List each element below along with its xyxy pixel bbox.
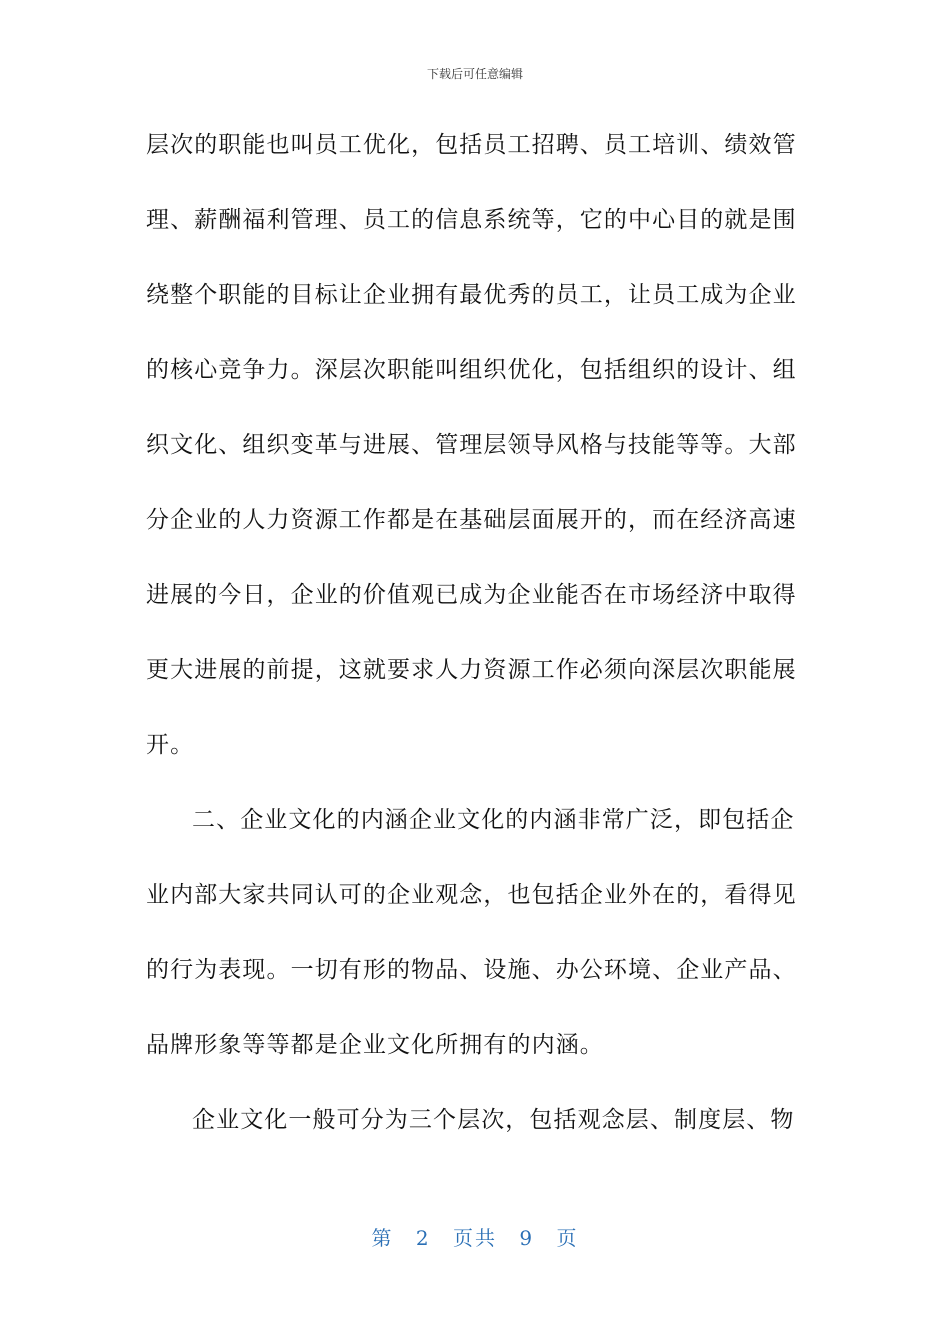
text-line: 更大进展的前提，这就要求人力资源工作必须向深层次职能展 xyxy=(146,657,797,683)
current-page-number: 2 xyxy=(415,1226,431,1250)
page-number-footer xyxy=(0,1224,950,1252)
text-line: 理、薪酬福利管理、员工的信息系统等，它的中心目的就是围 xyxy=(146,207,797,233)
paragraph-3 xyxy=(146,1095,794,1170)
text-line: 开。 xyxy=(146,732,195,758)
text-line: 分企业的人力资源工作都是在基础层面展开的，而在经济高速 xyxy=(146,507,797,533)
text-line: 业内部大家共同认可的企业观念，也包括企业外在的，看得见 xyxy=(146,882,797,908)
text-line: 织文化、组织变革与进展、管理层领导风格与技能等等。大部 xyxy=(146,432,797,458)
footer-prefix: 第 xyxy=(371,1226,394,1250)
paragraph-1 xyxy=(146,120,797,795)
text-line: 企业文化一般可分为三个层次，包括观念层、制度层、物 xyxy=(192,1107,795,1133)
text-line: 的核心竞争力。深层次职能叫组织优化，包括组织的设计、组 xyxy=(146,357,797,383)
text-line: 进展的今日，企业的价值观已成为企业能否在市场经济中取得 xyxy=(146,582,797,608)
text-line: 层次的职能也叫员工优化，包括员工招聘、员工培训、绩效管 xyxy=(146,132,797,158)
text-line: 品牌形象等等都是企业文化所拥有的内涵。 xyxy=(146,1032,604,1058)
document-body xyxy=(146,120,797,1170)
page-header-note: 下载后可任意编辑 xyxy=(426,67,523,81)
footer-middle: 页共 xyxy=(453,1226,497,1250)
text-line: 绕整个职能的目标让企业拥有最优秀的员工，让员工成为企业 xyxy=(146,282,797,308)
footer-suffix: 页 xyxy=(556,1226,579,1250)
total-page-count: 9 xyxy=(519,1226,535,1250)
text-line: 的行为表现。一切有形的物品、设施、办公环境、企业产品、 xyxy=(146,957,797,983)
paragraph-2 xyxy=(146,795,797,1095)
text-line: 二、企业文化的内涵企业文化的内涵非常广泛，即包括企 xyxy=(192,807,795,833)
